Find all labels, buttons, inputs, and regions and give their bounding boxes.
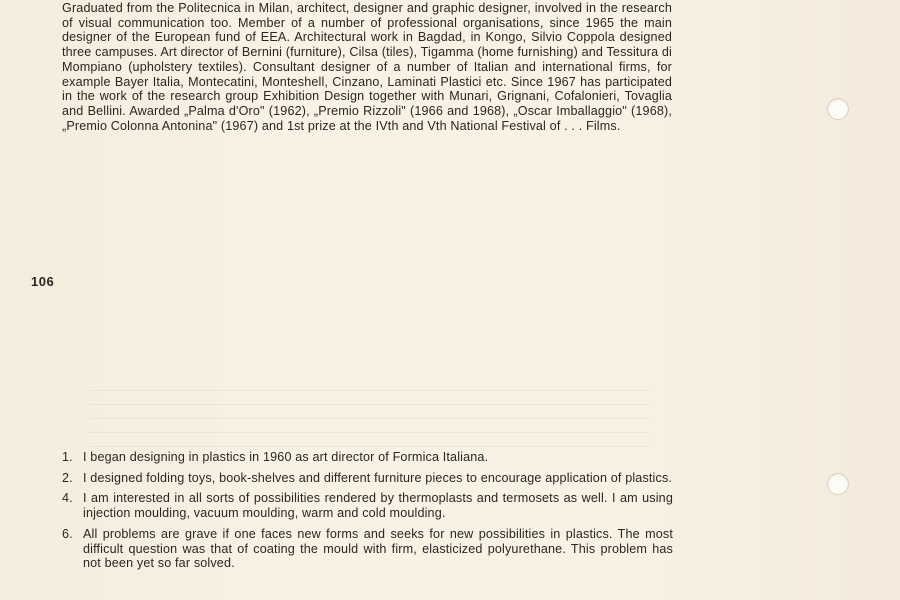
list-item	[62, 527, 673, 571]
list-item-text: I began designing in plastics in 1960 as art director of Formica Italiana.	[83, 450, 489, 464]
answers-list	[62, 450, 673, 577]
list-item-number: 6.	[62, 526, 73, 541]
list-item-number: 1.	[62, 450, 73, 464]
punch-hole-bottom	[827, 473, 849, 495]
list-item-number: 2.	[62, 470, 73, 485]
list-item-text: I am interested in all sorts of possibilities rendered by thermoplasts and termosets as well. I am using injection moulding, vacuum moulding, warm and cold moulding.	[83, 491, 673, 521]
punch-hole-top	[827, 98, 849, 120]
biography-paragraph: Graduated from the Politecnica in Milan, architect, designer and graphic designer, involved in the research of visual communication too. Member of a number of professional organisations, since 1965 the main designer of the European fund of EEA. Architectural work in Bagdad, in Kongo, Silvio Coppola designed three campuses. Art director of Bernini (furniture), Cilsa (tiles), Tigamma (home furnishing) and Tessitura di Mompiano (upholstery textiles). Consultant designer of a number of Italian and international firms, for example Bayer Italia, Montecatini, Monteshell, Cinzano, Laminati Plastici etc. Since 1967 has participated in the work of the research group Exhibition Design together with Munari, Grignani, Cofalonieri, Tovaglia and Bellini. Awarded „Palma d'Oro" (1962), „Premio Rizzoli" (1966 and 1968), „Oscar Imballaggio" (1968), „Premio Colonna Antonina" (1967) and 1st prize at the IVth and Vth National Festival of . . . Films.	[62, 1, 672, 133]
list-item-text: All problems are grave if one faces new forms and seeks for new possibilities in plastics. The most difficult question was that of coating the mould with firm, elasticized polyurethane. This problem has not been yet so far solved.	[83, 526, 673, 571]
list-item	[62, 491, 673, 520]
list-item-number: 4.	[62, 491, 73, 506]
list-item	[62, 450, 673, 465]
page-number: 106	[31, 274, 55, 289]
show-through-text	[90, 390, 650, 450]
list-item	[62, 471, 673, 486]
list-item-text: I designed folding toys, book-shelves and different furniture pieces to encourage application of plastics.	[83, 470, 673, 485]
